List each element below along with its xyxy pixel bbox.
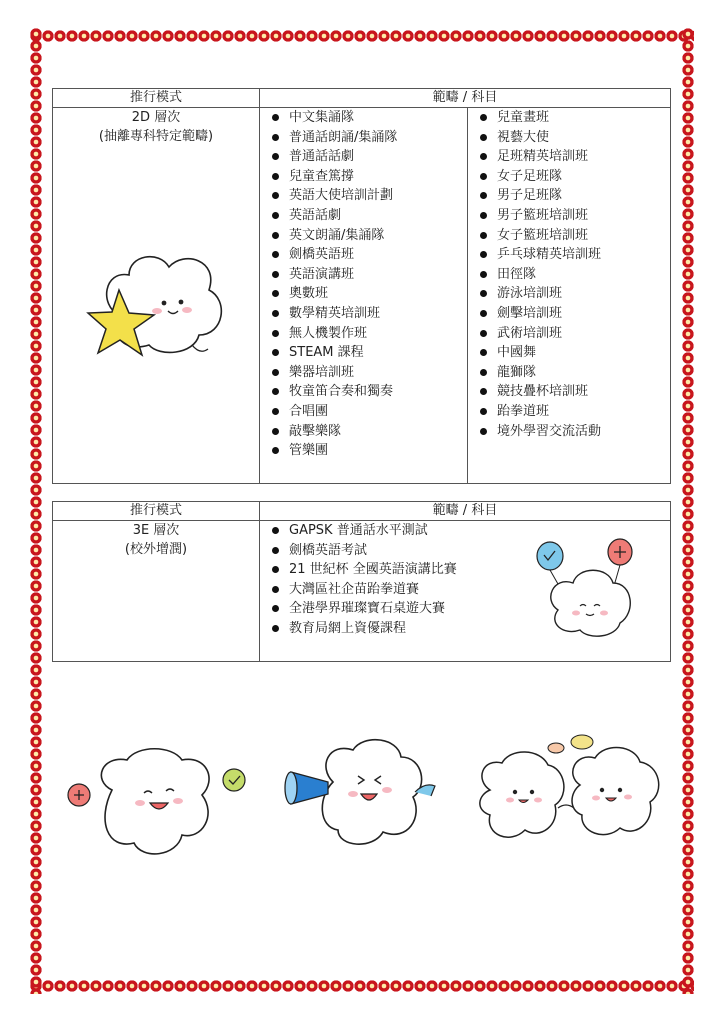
subject-item: 田徑隊 bbox=[480, 265, 670, 285]
subject-item: 英語話劇 bbox=[272, 206, 467, 226]
scope-column-left bbox=[260, 108, 468, 483]
subject-item: 中國舞 bbox=[480, 343, 670, 363]
subject-item: 敲擊樂隊 bbox=[272, 422, 467, 442]
header-scope: 範疇 / 科目 bbox=[260, 89, 671, 108]
subject-item: 男子籃班培訓班 bbox=[480, 206, 670, 226]
subject-item: 游泳培訓班 bbox=[480, 284, 670, 304]
decorative-border-top bbox=[30, 28, 694, 44]
cloud-mascot-with-megaphone bbox=[283, 732, 443, 862]
subject-item: 乒乓球精英培訓班 bbox=[480, 245, 670, 265]
subject-item: 競技疊杯培訓班 bbox=[480, 382, 670, 402]
two-cloud-mascots-chatting bbox=[470, 730, 670, 865]
cloud-mascot-with-balloons bbox=[528, 538, 648, 643]
subject-item: 21 世紀杯 全國英語演講比賽 bbox=[272, 560, 670, 580]
subject-item: 全港學界璀璨寶石桌遊大賽 bbox=[272, 599, 670, 619]
decorative-border-left bbox=[28, 28, 44, 994]
subject-item: 教育局網上資優課程 bbox=[272, 619, 670, 639]
subject-item: 數學精英培訓班 bbox=[272, 304, 467, 324]
subject-item: 英文朗誦/集誦隊 bbox=[272, 226, 467, 246]
subject-item: 無人機製作班 bbox=[272, 324, 467, 344]
subject-item: 普通話話劇 bbox=[272, 147, 467, 167]
decorative-border-right bbox=[680, 28, 696, 994]
mode-subtitle: (校外增潤) bbox=[124, 542, 188, 557]
subject-item: 劍擊培訓班 bbox=[480, 304, 670, 324]
subject-item: 女子籃班培訓班 bbox=[480, 226, 670, 246]
scope-cell bbox=[260, 108, 671, 484]
subject-item: 樂器培訓班 bbox=[272, 363, 467, 383]
subject-item: 武術培訓班 bbox=[480, 324, 670, 344]
subject-item: GAPSK 普通話水平測試 bbox=[272, 521, 670, 541]
subject-item: 奧數班 bbox=[272, 284, 467, 304]
subject-item: 中文集誦隊 bbox=[272, 108, 467, 128]
subject-item: 視藝大使 bbox=[480, 128, 670, 148]
subject-item: 合唱團 bbox=[272, 402, 467, 422]
subject-item: 女子足班隊 bbox=[480, 167, 670, 187]
subject-item: 兒童查篤撐 bbox=[272, 167, 467, 187]
subject-item: 劍橋英語考試 bbox=[272, 541, 670, 561]
subject-item: 大灣區社企苗跆拳道賽 bbox=[272, 580, 670, 600]
header-scope: 範疇 / 科目 bbox=[260, 502, 671, 521]
subject-item: 跆拳道班 bbox=[480, 402, 670, 422]
mode-subtitle: (抽離專科特定範疇) bbox=[98, 129, 214, 144]
header-mode: 推行模式 bbox=[53, 502, 260, 521]
subject-item: STEAM 課程 bbox=[272, 343, 467, 363]
subject-list-right bbox=[476, 108, 670, 441]
mode-title: 2D 層次 bbox=[131, 110, 181, 125]
subject-item: 男子足班隊 bbox=[480, 186, 670, 206]
cloud-mascot-with-star bbox=[84, 245, 244, 370]
subject-item: 普通話朗誦/集誦隊 bbox=[272, 128, 467, 148]
subject-item: 英語演講班 bbox=[272, 265, 467, 285]
scope-column-right bbox=[468, 108, 670, 483]
subject-item: 龍獅隊 bbox=[480, 363, 670, 383]
subject-item: 牧童笛合奏和獨奏 bbox=[272, 382, 467, 402]
subject-item: 足班精英培訓班 bbox=[480, 147, 670, 167]
decorative-border-bottom bbox=[30, 978, 694, 994]
subject-list-left bbox=[260, 108, 467, 461]
mode-title: 3E 層次 bbox=[132, 523, 180, 538]
subject-item: 劍橋英語班 bbox=[272, 245, 467, 265]
header-mode: 推行模式 bbox=[53, 89, 260, 108]
mode-cell bbox=[53, 521, 260, 662]
subject-item: 境外學習交流活動 bbox=[480, 422, 670, 442]
subject-item: 英語大使培訓計劃 bbox=[272, 186, 467, 206]
subject-item: 兒童畫班 bbox=[480, 108, 670, 128]
subject-item: 管樂團 bbox=[272, 441, 467, 461]
cloud-mascot-with-markers bbox=[62, 745, 262, 865]
